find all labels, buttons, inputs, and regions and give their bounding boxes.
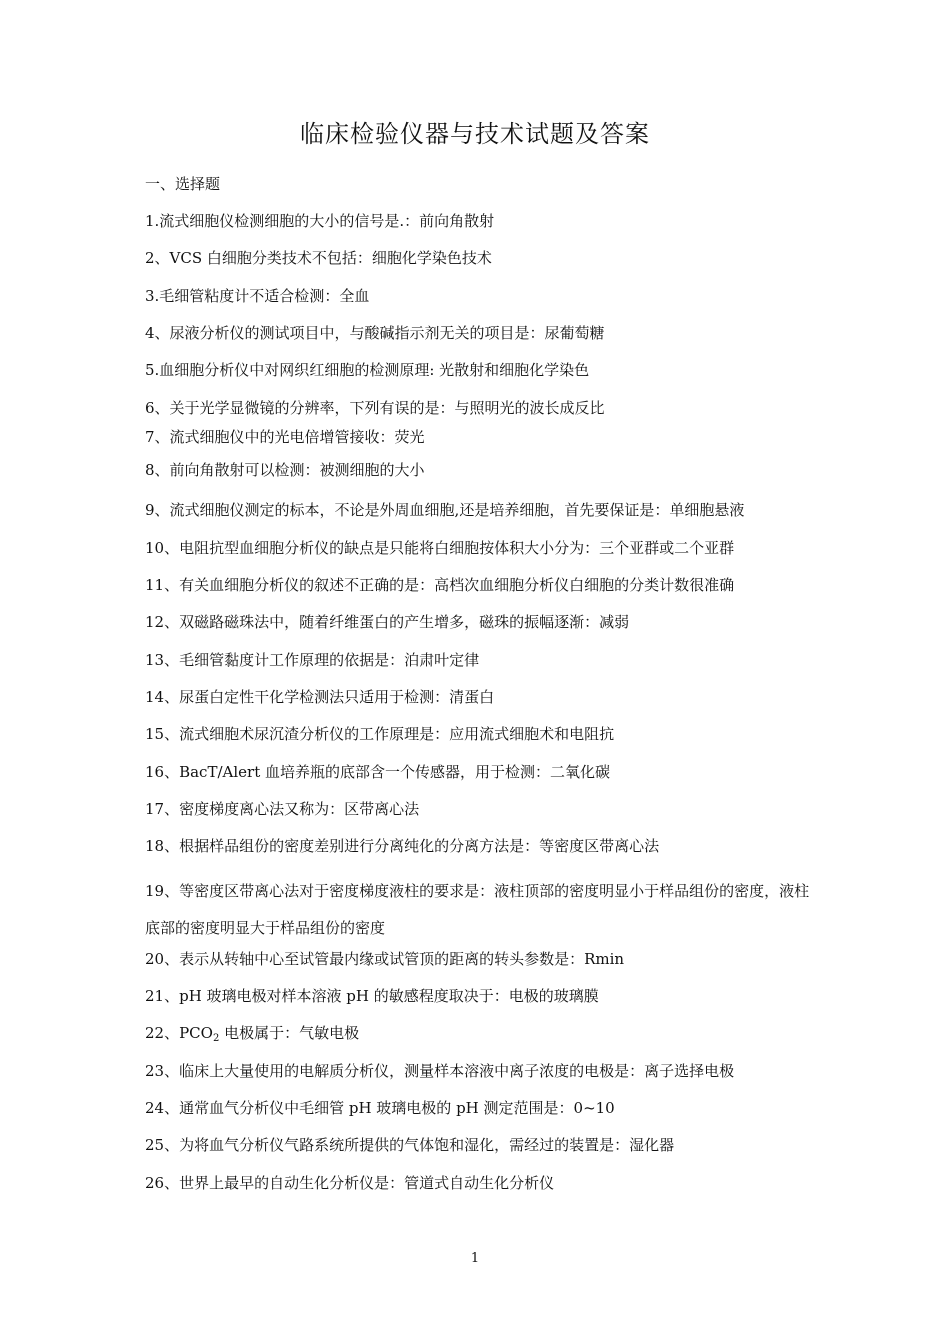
question-item-20: 20、表示从转轴中心至试管最内缘或试管顶的距离的转头参数是：Rmin bbox=[145, 950, 625, 968]
question-item-2: 2、VCS 白细胞分类技术不包括：细胞化学染色技术 bbox=[145, 249, 492, 267]
question-item-9: 9、流式细胞仪测定的标本，不论是外周血细胞,还是培养细胞，首先要保证是：单细胞悬液 bbox=[145, 501, 745, 519]
question-item-14: 14、尿蛋白定性干化学检测法只适用于检测：清蛋白 bbox=[145, 688, 495, 706]
question-item-23: 23、临床上大量使用的电解质分析仪，测量样本溶液中离子浓度的电极是：离子选择电极 bbox=[145, 1062, 735, 1080]
question-item-11: 11、有关血细胞分析仪的叙述不正确的是：高档次血细胞分析仪白细胞的分类计数很准确 bbox=[145, 576, 735, 594]
question-item-10: 10、电阻抗型血细胞分析仪的缺点是只能将白细胞按体积大小分为：三个亚群或二个亚群 bbox=[145, 539, 735, 557]
question-item-15: 15、流式细胞术尿沉渣分析仪的工作原理是：应用流式细胞术和电阻抗 bbox=[145, 725, 615, 743]
page-number: 1 bbox=[470, 1251, 480, 1266]
question-item-21: 21、pH 玻璃电极对样本溶液 pH 的敏感程度取决于：电极的玻璃膜 bbox=[145, 987, 599, 1005]
question-item-12: 12、双磁路磁珠法中，随着纤维蛋白的产生增多，磁珠的振幅逐渐：减弱 bbox=[145, 613, 630, 631]
question-item-6: 6、关于光学显微镜的分辨率，下列有误的是：与照明光的波长成反比 bbox=[145, 399, 605, 417]
question-item-22 bbox=[145, 1022, 815, 1044]
question-item-24: 24、通常血气分析仪中毛细管 pH 玻璃电极的 pH 测定范围是：0~10 bbox=[145, 1099, 615, 1117]
question-item-18: 18、根据样品组份的密度差别进行分离纯化的分离方法是：等密度区带离心法 bbox=[145, 837, 660, 855]
question-item-26: 26、世界上最早的自动生化分析仪是：管道式自动生化分析仪 bbox=[145, 1174, 555, 1192]
question-item-25: 25、为将血气分析仪气路系统所提供的气体饱和湿化，需经过的装置是：湿化器 bbox=[145, 1136, 675, 1154]
question-item-7: 7、流式细胞仪中的光电倍增管接收：荧光 bbox=[145, 428, 425, 446]
question-item-3: 3.毛细管粘度计不适合检测：全血 bbox=[145, 287, 370, 305]
question-item-1: 1.流式细胞仪检测细胞的大小的信号是.：前向角散射 bbox=[145, 212, 495, 230]
question-item-13: 13、毛细管黏度计工作原理的依据是：泊肃叶定律 bbox=[145, 651, 480, 669]
question-item-5: 5.血细胞分析仪中对网织红细胞的检测原理: 光散射和细胞化学染色 bbox=[145, 361, 590, 379]
document-title: 临床检验仪器与技术试题及答案 bbox=[300, 120, 650, 148]
item-22-rest: 电极属于：气敏电极 bbox=[219, 1024, 360, 1042]
section-heading: 一、选择题 bbox=[145, 175, 221, 193]
item-22-subscript: 2 bbox=[212, 1033, 220, 1044]
question-item-19: 19、等密度区带离心法对于密度梯度液柱的要求是：液柱顶部的密度明显小于样品组份的密度，液柱底部的密度明显大于样品组份的密度 bbox=[145, 882, 810, 937]
question-item-17: 17、密度梯度离心法又称为：区带离心法 bbox=[145, 800, 420, 818]
question-item-4: 4、尿液分析仪的测试项目中，与酸碱指示剂无关的项目是：尿葡萄糖 bbox=[145, 324, 605, 342]
question-item-16: 16、BacT/Alert 血培养瓶的底部含一个传感器，用于检测：二氧化碳 bbox=[145, 763, 610, 781]
item-22-prefix: 22、PCO bbox=[145, 1024, 213, 1042]
question-item-8: 8、前向角散射可以检测：被测细胞的大小 bbox=[145, 461, 425, 479]
